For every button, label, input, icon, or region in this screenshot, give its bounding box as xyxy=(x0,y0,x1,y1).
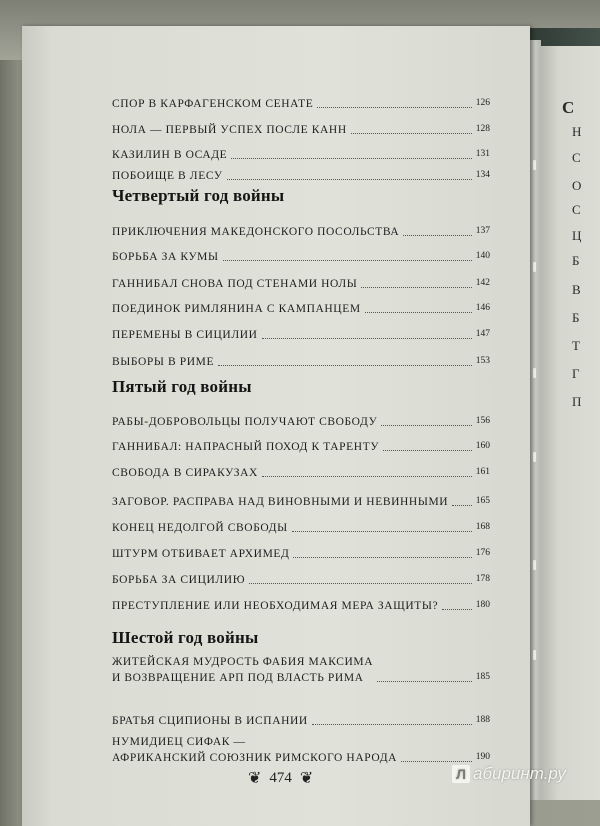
edge-letter: П xyxy=(572,394,582,409)
toc-entry[interactable] xyxy=(112,300,490,317)
ornament-right: ❦ xyxy=(299,769,314,787)
toc-entry[interactable] xyxy=(112,464,490,481)
toc-entry-title xyxy=(112,168,223,184)
toc-entry[interactable] xyxy=(112,597,490,614)
toc-page-number: 156 xyxy=(475,416,490,426)
toc-page-number: 146 xyxy=(475,303,490,313)
edge-letter: Б xyxy=(572,253,580,268)
dot-leader xyxy=(231,158,471,159)
toc-entry[interactable] xyxy=(112,248,490,265)
toc-entry-title xyxy=(112,598,438,614)
toc-entry-title-line: СВОБОДА В СИРАКУЗАХ xyxy=(112,467,258,479)
dot-leader xyxy=(377,681,472,682)
toc-entry[interactable] xyxy=(112,275,490,292)
toc-entry-title-line: НУМИДИЕЦ СИФАК — xyxy=(112,736,246,748)
edge-letter: О xyxy=(572,178,582,193)
dot-leader xyxy=(317,107,471,108)
edge-letter: Б xyxy=(572,310,580,325)
toc-entry-title xyxy=(112,414,377,430)
toc-entry[interactable] xyxy=(112,545,490,562)
toc-entry-title-line: ПРИКЛЮЧЕНИЯ МАКЕДОНСКОГО ПОСОЛЬСТВА xyxy=(112,226,400,238)
toc-entry[interactable] xyxy=(112,95,490,112)
dot-leader xyxy=(365,312,472,313)
section-heading: Пятый год войны xyxy=(112,377,252,396)
toc-entry[interactable] xyxy=(112,223,490,240)
toc-page-number: 131 xyxy=(475,149,490,159)
toc-entry[interactable] xyxy=(112,121,490,138)
toc-entry-title xyxy=(112,713,308,729)
toc-entry-title xyxy=(112,224,399,240)
dot-leader xyxy=(381,425,471,426)
toc-entry-title-line: РАБЫ-ДОБРОВОЛЬЦЫ ПОЛУЧАЮТ СВОБОДУ xyxy=(112,416,378,428)
toc-page-number: 188 xyxy=(475,715,490,725)
page-number: 474 xyxy=(269,770,292,786)
dot-leader xyxy=(312,724,472,725)
toc-entry-title xyxy=(112,520,288,536)
toc-entry[interactable] xyxy=(112,413,490,430)
watermark-logo: Л xyxy=(452,765,470,783)
toc-entry-title-line: СПОР В КАРФАГЕНСКОМ СЕНАТЕ xyxy=(112,98,314,110)
edge-letter: С xyxy=(572,150,582,165)
dot-leader xyxy=(293,557,471,558)
dot-leader xyxy=(227,179,472,180)
toc-page-number: 176 xyxy=(475,548,490,558)
toc-page-number: 137 xyxy=(475,226,490,236)
toc-entry-title-line: БРАТЬЯ СЦИПИОНЫ В ИСПАНИИ xyxy=(112,715,308,727)
toc-page-number: 180 xyxy=(475,600,490,610)
toc-entry-title-line: ПОЕДИНОК РИМЛЯНИНА С КАМПАНЦЕМ xyxy=(112,303,361,315)
toc-entry[interactable] xyxy=(112,519,490,536)
toc-entry[interactable] xyxy=(112,146,490,163)
dot-leader xyxy=(262,338,472,339)
toc-page-number: 168 xyxy=(475,522,490,532)
edge-letter: Н xyxy=(572,124,582,139)
toc-entry-title-line: БОРЬБА ЗА КУМЫ xyxy=(112,251,219,263)
toc-entry-title-line: АФРИКАНСКИЙ СОЮЗНИК РИМСКОГО НАРОДА xyxy=(112,752,398,764)
toc-entry-title-line: НОЛА — ПЕРВЫЙ УСПЕХ ПОСЛЕ КАНН xyxy=(112,124,347,136)
watermark xyxy=(452,764,566,784)
toc-page-number: 140 xyxy=(475,251,490,261)
toc-entry-title-line: ЖИТЕЙСКАЯ МУДРОСТЬ ФАБИЯ МАКСИМА xyxy=(112,656,374,668)
toc-entry-title xyxy=(112,439,379,455)
toc-entry-title-line: ВЫБОРЫ В РИМЕ xyxy=(112,356,215,368)
binding-stitch xyxy=(533,368,536,378)
toc-page-number: 161 xyxy=(475,467,490,477)
dot-leader xyxy=(292,531,472,532)
dot-leader xyxy=(383,450,472,451)
toc-entry[interactable] xyxy=(112,326,490,343)
watermark-text: абиринт.ру xyxy=(473,764,566,783)
toc-entry-title-line: ГАННИБАЛ: НАПРАСНЫЙ ПОХОД К ТАРЕНТУ xyxy=(112,441,380,453)
toc-entry-title xyxy=(112,354,214,370)
toc-entry[interactable] xyxy=(112,712,490,729)
toc-entry[interactable] xyxy=(112,353,490,370)
toc-page-number: 160 xyxy=(475,441,490,451)
binding-stitch xyxy=(533,262,536,272)
toc-entry-title-line: И ВОЗВРАЩЕНИЕ АРП ПОД ВЛАСТЬ РИМА xyxy=(112,672,364,684)
toc-entry-title xyxy=(112,654,373,686)
dot-leader xyxy=(351,133,472,134)
dot-leader xyxy=(361,287,471,288)
toc-entry[interactable] xyxy=(112,571,490,588)
toc-entry[interactable] xyxy=(112,167,490,184)
toc-page-number: 185 xyxy=(475,672,490,682)
toc-page-number: 147 xyxy=(475,329,490,339)
dot-leader xyxy=(401,761,472,762)
toc-entry-title xyxy=(112,572,245,588)
page-footer xyxy=(248,770,313,787)
toc-entry-title xyxy=(112,122,347,138)
dot-leader xyxy=(249,583,472,584)
dot-leader xyxy=(403,235,471,236)
section-heading: Шестой год войны xyxy=(112,628,259,647)
toc-entry-title xyxy=(112,734,397,766)
toc-entry-title-line: КАЗИЛИН В ОСАДЕ xyxy=(112,149,228,161)
toc-entry-title xyxy=(112,465,258,481)
toc-page-number: 126 xyxy=(475,98,490,108)
edge-letter: С xyxy=(572,202,582,217)
toc-entry[interactable] xyxy=(112,438,490,455)
toc-entry-title xyxy=(112,546,289,562)
binding-stitch xyxy=(533,560,536,570)
dot-leader xyxy=(262,476,472,477)
binding-stitch xyxy=(533,160,536,170)
toc-entry-title-line: ПРЕСТУПЛЕНИЕ ИЛИ НЕОБХОДИМАЯ МЕРА ЗАЩИТЫ? xyxy=(112,600,439,612)
toc-entry-title xyxy=(112,96,313,112)
section-heading: Четвертый год войны xyxy=(112,186,285,205)
toc-entry[interactable] xyxy=(112,654,490,686)
edge-letter: В xyxy=(572,282,582,297)
edge-letter: С xyxy=(562,98,575,117)
toc-entry[interactable] xyxy=(112,734,490,766)
edge-letter: Ц xyxy=(572,228,582,243)
toc-entry-title xyxy=(112,249,219,265)
ornament-left: ❦ xyxy=(248,769,262,787)
right-page xyxy=(541,46,600,800)
toc-entry-title-line: ГАННИБАЛ СНОВА ПОД СТЕНАМИ НОЛЫ xyxy=(112,278,358,290)
edge-letter: Т xyxy=(572,338,581,353)
toc-entry-title-line: ПЕРЕМЕНЫ В СИЦИЛИИ xyxy=(112,329,258,341)
toc-page-number: 153 xyxy=(475,356,490,366)
toc-entry-title-line: ПОБОИЩЕ В ЛЕСУ xyxy=(112,170,223,182)
binding-stitch xyxy=(533,650,536,660)
toc-entry-title xyxy=(112,301,361,317)
toc-entry-title-line: КОНЕЦ НЕДОЛГОЙ СВОБОДЫ xyxy=(112,522,288,534)
dot-leader xyxy=(223,260,472,261)
toc-entry-title-line: ШТУРМ ОТБИВАЕТ АРХИМЕД xyxy=(112,548,290,560)
toc-entry-title xyxy=(112,327,258,343)
binding-stitch xyxy=(533,452,536,462)
toc-page-number: 165 xyxy=(475,496,490,506)
toc-page-number: 178 xyxy=(475,574,490,584)
toc-entry[interactable] xyxy=(112,493,490,510)
dot-leader xyxy=(442,609,472,610)
toc-entry-title-line: БОРЬБА ЗА СИЦИЛИЮ xyxy=(112,574,246,586)
toc-page-number: 134 xyxy=(475,170,490,180)
dot-leader xyxy=(452,505,472,506)
toc-entry-title xyxy=(112,147,227,163)
toc-page-number: 190 xyxy=(475,752,490,762)
toc-entry-title xyxy=(112,276,357,292)
toc-entry-title-line: ЗАГОВОР. РАСПРАВА НАД ВИНОВНЫМИ И НЕВИННЫМИ xyxy=(112,496,449,508)
edge-letter: Г xyxy=(572,366,581,381)
toc-page-number: 128 xyxy=(475,124,490,134)
dot-leader xyxy=(218,365,472,366)
toc-page-number: 142 xyxy=(475,278,490,288)
toc-entry-title xyxy=(112,494,448,510)
